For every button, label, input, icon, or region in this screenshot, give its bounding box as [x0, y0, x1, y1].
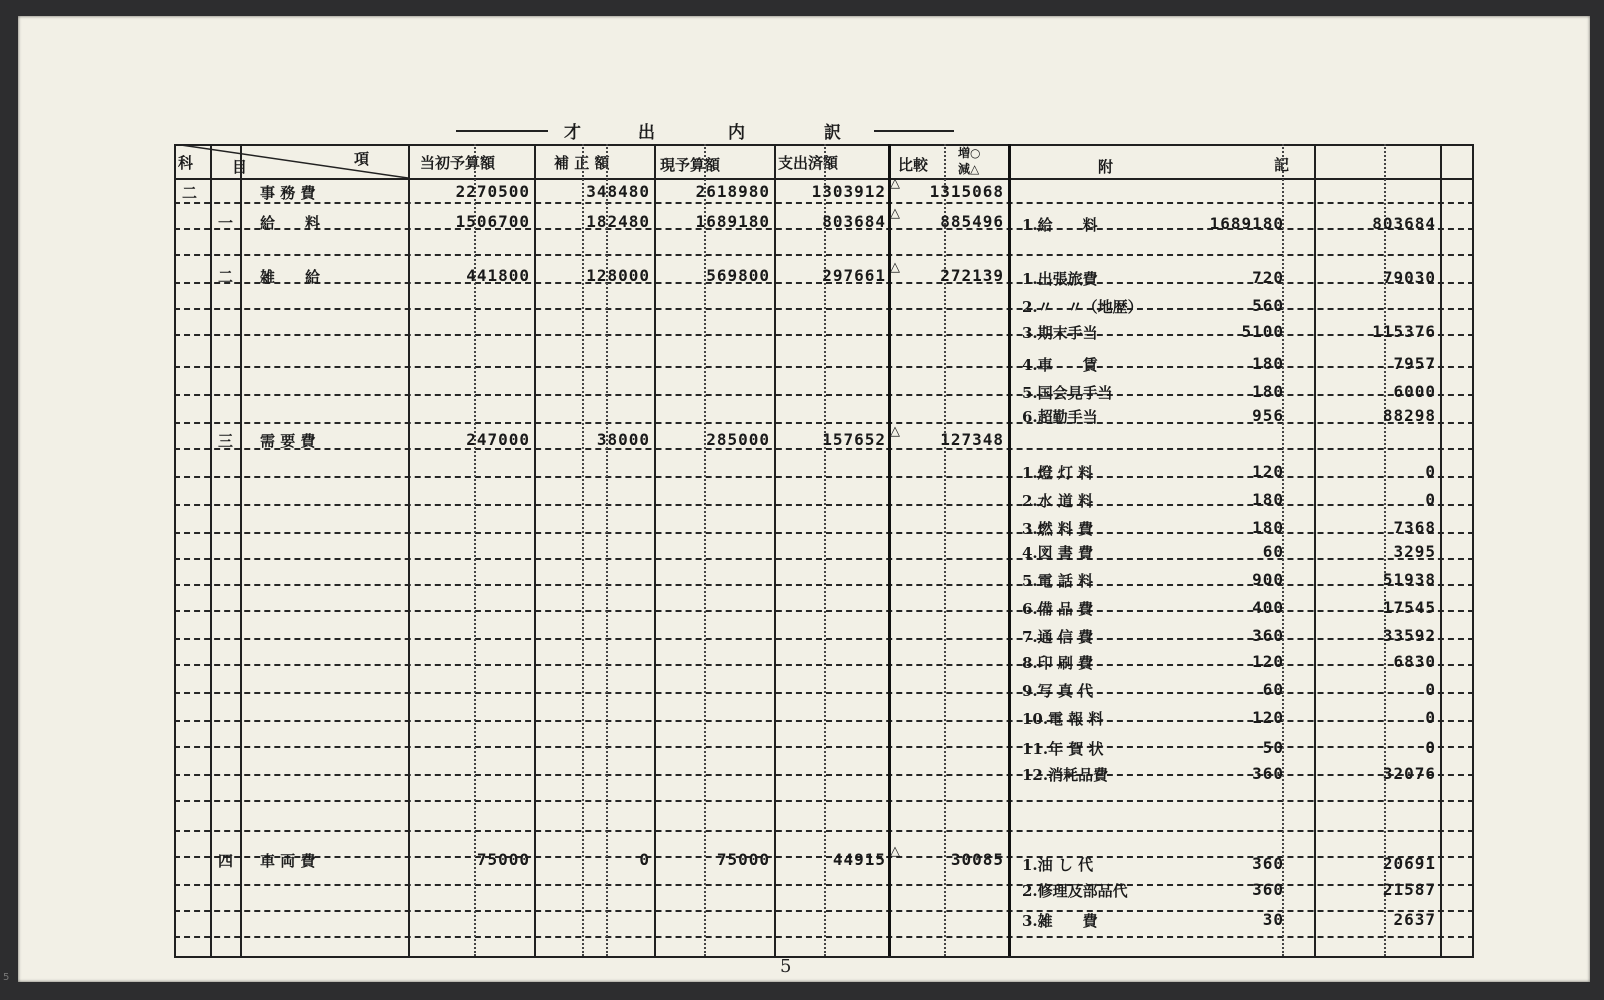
note-value-b: 2637	[1393, 910, 1436, 929]
corner-mark: 5	[3, 972, 10, 983]
row-initial-budget: 1506700	[455, 212, 530, 231]
note-label: 6.超勤手当	[1022, 408, 1098, 426]
note-label: 6.備 品 費	[1022, 600, 1094, 618]
note-value-a: 120	[1252, 708, 1284, 727]
note-label: 3.期末手当	[1022, 324, 1098, 342]
row-decrease-mark: △	[890, 176, 900, 191]
row-name: 事 務 費	[260, 184, 316, 202]
header-revision: 補 正 額	[554, 154, 610, 172]
row-revision: 0	[639, 850, 650, 869]
note-value-a: 360	[1252, 626, 1284, 645]
note-label: 11.年 賀 状	[1022, 740, 1104, 758]
note-value-a: 720	[1252, 268, 1284, 287]
header-diagonal	[174, 144, 408, 178]
header-current-budget: 現予算額	[660, 156, 721, 174]
row-initial-budget: 2270500	[455, 182, 530, 201]
note-value-b: 0	[1425, 490, 1436, 509]
note-value-b: 115376	[1372, 322, 1436, 341]
row-revision: 348480	[586, 182, 650, 201]
column-rule	[1314, 144, 1316, 956]
note-value-b: 0	[1425, 708, 1436, 727]
note-value-a: 180	[1252, 518, 1284, 537]
note-label: 4.図 書 費	[1022, 544, 1094, 562]
note-value-a: 180	[1252, 382, 1284, 401]
budget-table	[174, 144, 1474, 956]
note-value-b: 79030	[1382, 268, 1436, 287]
header-notes-2: 記	[1274, 156, 1290, 174]
note-value-a: 60	[1262, 680, 1284, 699]
note-label: 1.燈 灯 料	[1022, 464, 1094, 482]
row-name: 給 料	[260, 214, 321, 232]
note-label: 5.国会見手当	[1022, 384, 1113, 402]
note-value-b: 51938	[1382, 570, 1436, 589]
title-rule-right	[874, 130, 954, 132]
note-label: 5.電 話 料	[1022, 572, 1094, 590]
header-decrease: 減△	[958, 162, 980, 176]
note-value-b: 3295	[1393, 542, 1436, 561]
row-current-budget: 285000	[706, 430, 770, 449]
row-current-budget: 75000	[716, 850, 770, 869]
note-label: 12.消耗品費	[1022, 766, 1109, 784]
note-value-b: 6830	[1393, 652, 1436, 671]
note-label: 1.油 し 代	[1022, 856, 1094, 874]
column-rule	[210, 144, 212, 956]
row-expenditure: 297661	[822, 266, 886, 285]
note-value-a: 956	[1252, 406, 1284, 425]
note-label: 10.電 報 料	[1022, 710, 1104, 728]
note-value-b: 0	[1425, 738, 1436, 757]
row-difference: 885496	[940, 212, 1004, 231]
row-decrease-mark: △	[890, 424, 900, 439]
header-koumoku: 項	[354, 150, 370, 168]
note-value-b: 32076	[1382, 764, 1436, 783]
note-label: 2.〃 〃（地歴）	[1022, 298, 1143, 316]
row-difference: 272139	[940, 266, 1004, 285]
title-char-3: 内	[728, 123, 745, 143]
note-value-a: 360	[1252, 854, 1284, 873]
note-value-a: 400	[1252, 598, 1284, 617]
note-value-b: 33592	[1382, 626, 1436, 645]
note-value-b: 21587	[1382, 880, 1436, 899]
column-rule	[1440, 144, 1442, 956]
column-rule	[1008, 144, 1011, 956]
diagonal-line	[174, 144, 408, 178]
column-rule	[534, 144, 536, 956]
note-value-a: 5100	[1241, 322, 1284, 341]
page-number: 5	[780, 956, 792, 977]
note-label: 2.水 道 料	[1022, 492, 1094, 510]
row-expenditure: 803684	[822, 212, 886, 231]
row-decrease-mark: △	[890, 844, 900, 859]
title-char-2: 出	[638, 123, 655, 143]
note-label: 3.燃 料 費	[1022, 520, 1094, 538]
title-char-1: 才	[564, 123, 581, 143]
row-decrease-mark: △	[890, 260, 900, 275]
note-value-a: 560	[1252, 296, 1284, 315]
header-compare: 比較	[898, 156, 929, 174]
note-label: 2.修理及部品代	[1022, 882, 1128, 900]
row-moku: 一	[218, 214, 234, 232]
note-label: 3.雑 費	[1022, 912, 1098, 930]
row-expenditure: 1303912	[811, 182, 886, 201]
header-expenditure: 支出済額	[778, 154, 839, 172]
row-revision: 182480	[586, 212, 650, 231]
row-expenditure: 157652	[822, 430, 886, 449]
note-value-a: 180	[1252, 490, 1284, 509]
header-ka: 科	[178, 154, 194, 172]
note-label: 4.車 賃	[1022, 356, 1098, 374]
row-moku: 三	[218, 432, 234, 450]
note-value-a: 900	[1252, 570, 1284, 589]
note-value-a: 120	[1252, 652, 1284, 671]
row-expenditure: 44915	[832, 850, 886, 869]
row-moku: 四	[218, 852, 234, 870]
row-revision: 38000	[596, 430, 650, 449]
note-value-a: 360	[1252, 880, 1284, 899]
note-value-b: 6000	[1393, 382, 1436, 401]
header-increase: 増○	[958, 146, 981, 160]
column-rule	[408, 144, 410, 956]
note-value-a: 360	[1252, 764, 1284, 783]
row-initial-budget: 441800	[466, 266, 530, 285]
note-value-b: 7368	[1393, 518, 1436, 537]
note-value-b: 20691	[1382, 854, 1436, 873]
note-value-a: 50	[1262, 738, 1284, 757]
note-value-b: 88298	[1382, 406, 1436, 425]
note-label: 1.給 料	[1022, 216, 1098, 234]
note-value-a: 120	[1252, 462, 1284, 481]
column-rule	[774, 144, 776, 956]
header-notes: 附	[1098, 158, 1114, 176]
note-value-a: 30	[1262, 910, 1284, 929]
row-decrease-mark: △	[890, 206, 900, 221]
document-sheet	[18, 16, 1590, 982]
note-value-a: 60	[1262, 542, 1284, 561]
note-label: 7.通 信 費	[1022, 628, 1094, 646]
row-revision: 128000	[586, 266, 650, 285]
row-difference: 1315068	[929, 182, 1004, 201]
note-value-b: 0	[1425, 680, 1436, 699]
row-ka: 二	[182, 184, 198, 202]
row-initial-budget: 247000	[466, 430, 530, 449]
note-value-a: 180	[1252, 354, 1284, 373]
note-value-b: 0	[1425, 462, 1436, 481]
column-rule	[240, 144, 242, 956]
title-char-4: 訳	[824, 123, 841, 143]
bottom-rule	[174, 956, 1474, 958]
row-name: 車 両 費	[260, 852, 316, 870]
header-moku: 目	[232, 158, 248, 176]
row-current-budget: 569800	[706, 266, 770, 285]
title-rule-left	[456, 130, 548, 132]
row-current-budget: 2618980	[695, 182, 770, 201]
note-value-a: 1689180	[1209, 214, 1284, 233]
note-value-b: 17545	[1382, 598, 1436, 617]
note-label: 9.写 真 代	[1022, 682, 1094, 700]
row-difference: 127348	[940, 430, 1004, 449]
row-name: 需 要 費	[260, 432, 316, 450]
note-value-b: 7957	[1393, 354, 1436, 373]
row-initial-budget: 75000	[476, 850, 530, 869]
column-rule	[174, 144, 176, 956]
column-rule	[654, 144, 656, 956]
note-label: 1.出張旅費	[1022, 270, 1098, 288]
note-value-b: 803684	[1372, 214, 1436, 233]
row-moku: 二	[218, 268, 234, 286]
row-difference: 30085	[950, 850, 1004, 869]
header-initial-budget: 当初予算額	[420, 154, 496, 172]
row-name: 雑 給	[260, 268, 321, 286]
column-rule	[1472, 144, 1474, 956]
row-current-budget: 1689180	[695, 212, 770, 231]
note-label: 8.印 刷 費	[1022, 654, 1094, 672]
